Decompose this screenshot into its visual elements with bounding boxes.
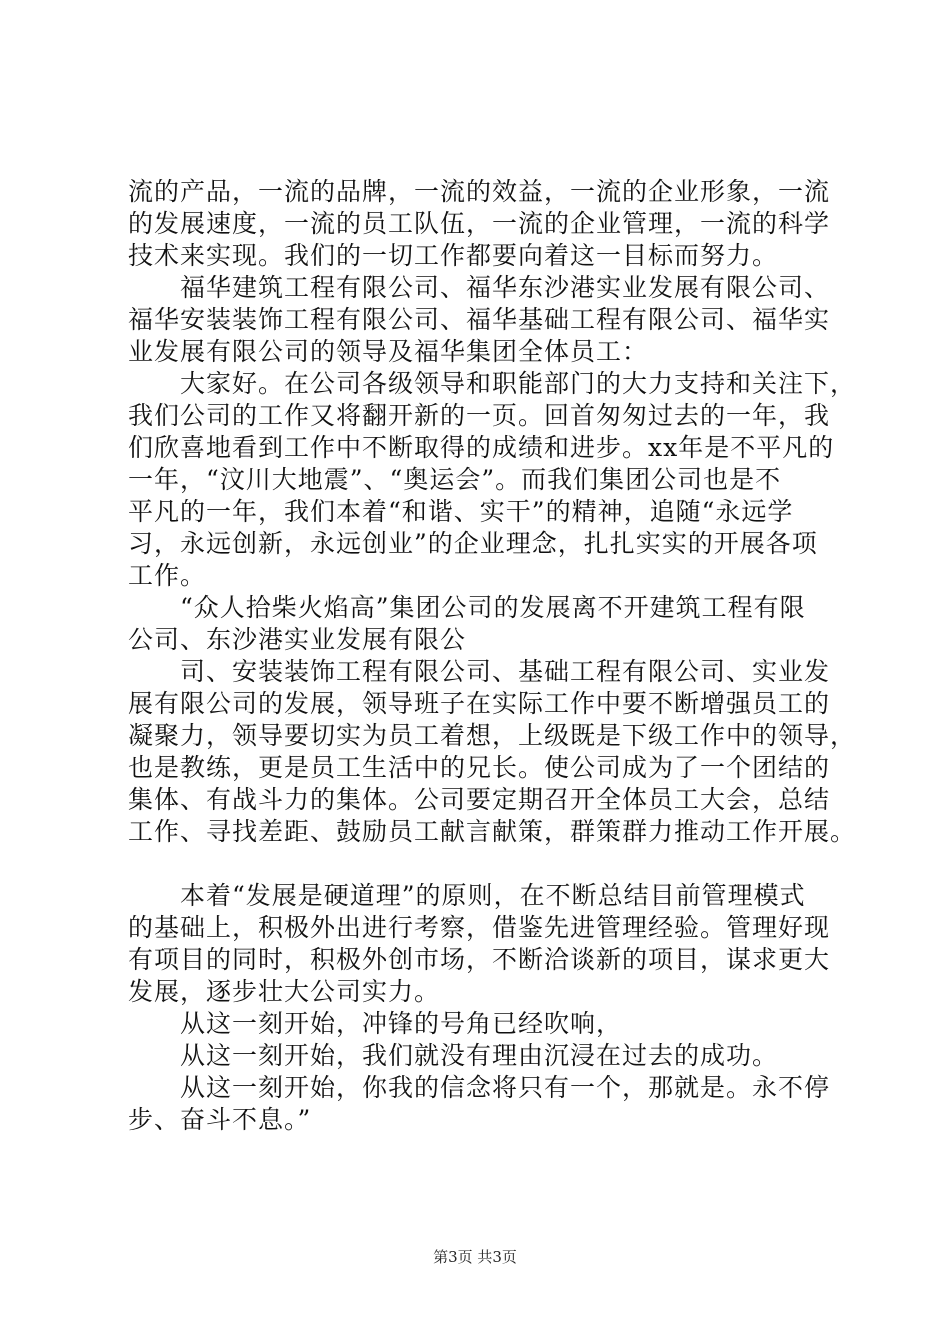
text-line: 工作、寻找差距、鼓励员工献言献策，群策群力推动工作开展。 (128, 817, 857, 846)
text-line: 技术来实现。我们的一切工作都要向着这一目标而努力。 (128, 241, 779, 270)
text-line: 司、安装装饰工程有限公司、基础工程有限公司、实业发 (180, 657, 831, 686)
text-line: 习，永远创新，永远创业”的企业理念，扎扎实实的开展各项 (128, 529, 818, 558)
text-line: 大家好。在公司各级领导和职能部门的大力支持和关注下， (180, 369, 857, 398)
text-line: 从这一刻开始，我们就没有理由沉浸在过去的成功。 (180, 1041, 779, 1070)
text-line: 展有限公司的发展，领导班子在实际工作中要不断增强员工的 (128, 689, 831, 718)
text-line: 业发展有限公司的领导及福华集团全体员工： (128, 337, 649, 366)
text-line: 我们公司的工作又将翻开新的一页。回首匆匆过去的一年，我 (128, 401, 831, 430)
text-line: 有项目的同时，积极外创市场，不断洽谈新的项目，谋求更大 (128, 945, 831, 974)
text-line: 从这一刻开始，你我的信念将只有一个，那就是。永不停 (180, 1073, 831, 1102)
text-line: 集体、有战斗力的集体。公司要定期召开全体员工大会，总结 (128, 785, 831, 814)
text-line: 步、奋斗不息。” (128, 1105, 312, 1134)
text-line: 本着“发展是硬道理”的原则，在不断总结目前管理模式 (180, 881, 806, 910)
text-line: 一年，“汶川大地震”、“奥运会”。而我们集团公司也是不 (128, 465, 782, 494)
text-line: 工作。 (128, 561, 207, 590)
text-line: 发展，逐步壮大公司实力。 (128, 977, 441, 1006)
text-line: 公司、东沙港实业发展有限公 (128, 625, 467, 654)
page-number-footer: 第3页 共3页 (433, 1248, 517, 1266)
text-line: “众人拾柴火焰高”集团公司的发展离不开建筑工程有限 (180, 593, 806, 622)
text-line: 福华安装装饰工程有限公司、福华基础工程有限公司、福华实 (128, 305, 831, 334)
text-line: 从这一刻开始，冲锋的号角已经吹响， (180, 1009, 623, 1038)
text-line: 福华建筑工程有限公司、福华东沙港实业发展有限公司、 (180, 273, 831, 302)
text-line: 也是教练，更是员工生活中的兄长。使公司成为了一个团结的 (128, 753, 831, 782)
text-line: 的基础上，积极外出进行考察，借鉴先进管理经验。管理好现 (128, 913, 831, 942)
text-line: 平凡的一年，我们本着“和谐、实干”的精神，追随“永远学 (128, 497, 794, 526)
text-line: 们欣喜地看到工作中不断取得的成绩和进步。xx年是不平凡的 (128, 433, 835, 462)
text-line: 流的产品，一流的品牌，一流的效益，一流的企业形象，一流 (128, 177, 831, 206)
text-line: 凝聚力，领导要切实为员工着想，上级既是下级工作中的领导， (128, 721, 857, 750)
text-line: 的发展速度，一流的员工队伍，一流的企业管理，一流的科学 (128, 209, 831, 238)
